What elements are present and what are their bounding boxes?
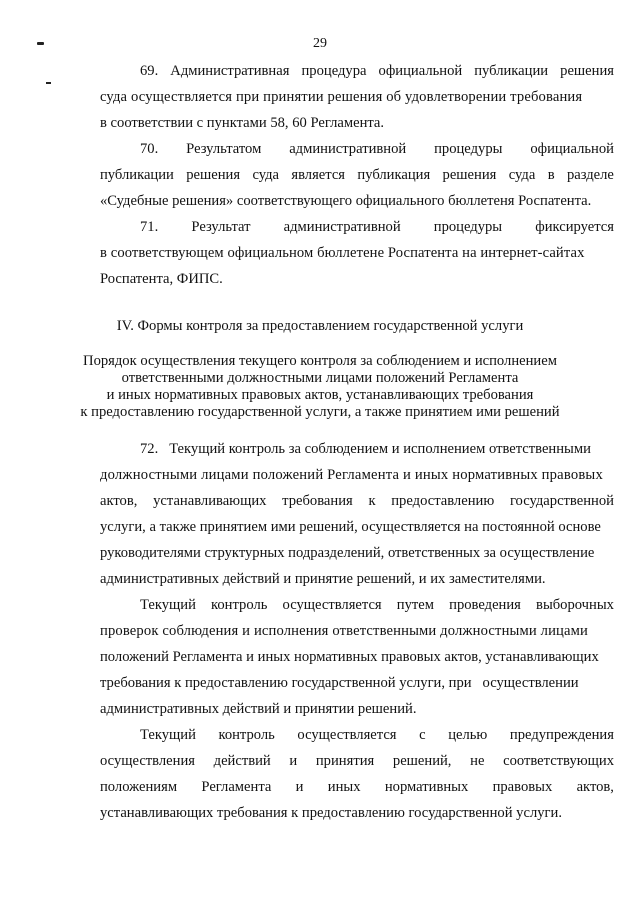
paragraph-71-line-2: в соответствующем официальном бюллетене Роспатента на интернет-сайтах — [100, 245, 585, 261]
paragraph-control-line-2: проверок соблюдения и исполнения ответственными должностными лицами — [100, 623, 588, 639]
paragraph-control-line-5: административных действий и принятии решений. — [100, 701, 417, 717]
subheading-line-2: ответственными должностными лицами положений Регламента — [121, 370, 519, 386]
paragraph-72-line-6: административных действий и принятие решений, и их заместителями. — [100, 571, 546, 587]
paragraph-72-line-1: 72. Текущий контроль за соблюдением и исполнением ответственными — [140, 441, 591, 457]
paragraph-purpose-line-2: осуществления действий и принятия решений, не соответствующих — [100, 753, 614, 769]
paragraph-control-line-1: Текущий контроль осуществляется путем проведения выборочных — [140, 597, 614, 613]
paragraph-purpose-line-3: положениям Регламента и иных нормативных правовых актов, — [100, 779, 614, 795]
section-title: IV. Формы контроля за предоставлением государственной услуги — [116, 318, 524, 334]
subheading-line-1: Порядок осуществления текущего контроля за соблюдением и исполнением — [83, 353, 557, 369]
paragraph-71-line-3: Роспатента, ФИПС. — [100, 271, 223, 287]
paragraph-control-line-4: требования к предоставлению государственной услуги, при осуществлении — [100, 675, 579, 691]
paragraph-70-line-1: 70. Результатом административной процедуры официальной — [140, 141, 614, 157]
paragraph-70-line-2: публикации решения суда является публикация решения суда в разделе — [100, 167, 614, 183]
paragraph-purpose-line-1: Текущий контроль осуществляется с целью предупреждения — [140, 727, 614, 743]
paragraph-69-line-3: в соответствии с пунктами 58, 60 Регламента. — [100, 115, 385, 131]
paragraph-purpose-line-4: устанавливающих требования к предоставлению государственной услуги. — [100, 805, 562, 821]
paragraph-70-line-3: «Судебные решения» соответствующего официального бюллетеня Роспатента. — [100, 193, 592, 209]
subheading-line-4: к предоставлению государственной услуги, а также принятием ими решений — [80, 404, 560, 420]
paragraph-72-line-3: актов, устанавливающих требования к предоставлению государственной — [100, 493, 614, 509]
paragraph-72-line-5: руководителями структурных подразделений, ответственных за осуществление — [100, 545, 595, 561]
paragraph-72-line-4: услуги, а также принятием ими решений, осуществляется на постоянной основе — [100, 519, 601, 535]
page-number: 29 — [313, 36, 327, 51]
subheading-line-3: и иных нормативных правовых актов, устанавливающих требования — [106, 387, 534, 403]
paragraph-72-line-2: должностными лицами положений Регламента и иных нормативных правовых — [100, 467, 603, 483]
scan-mark — [46, 82, 51, 84]
paragraph-69-line-1: 69. Административная процедура официальной публикации решения — [140, 63, 614, 79]
paragraph-control-line-3: положений Регламента и иных нормативных правовых актов, устанавливающих — [100, 649, 599, 665]
paragraph-71-line-1: 71. Результат административной процедуры фиксируется — [140, 219, 614, 235]
paragraph-69-line-2: суда осуществляется при принятии решения об удовлетворении требования — [100, 89, 583, 105]
